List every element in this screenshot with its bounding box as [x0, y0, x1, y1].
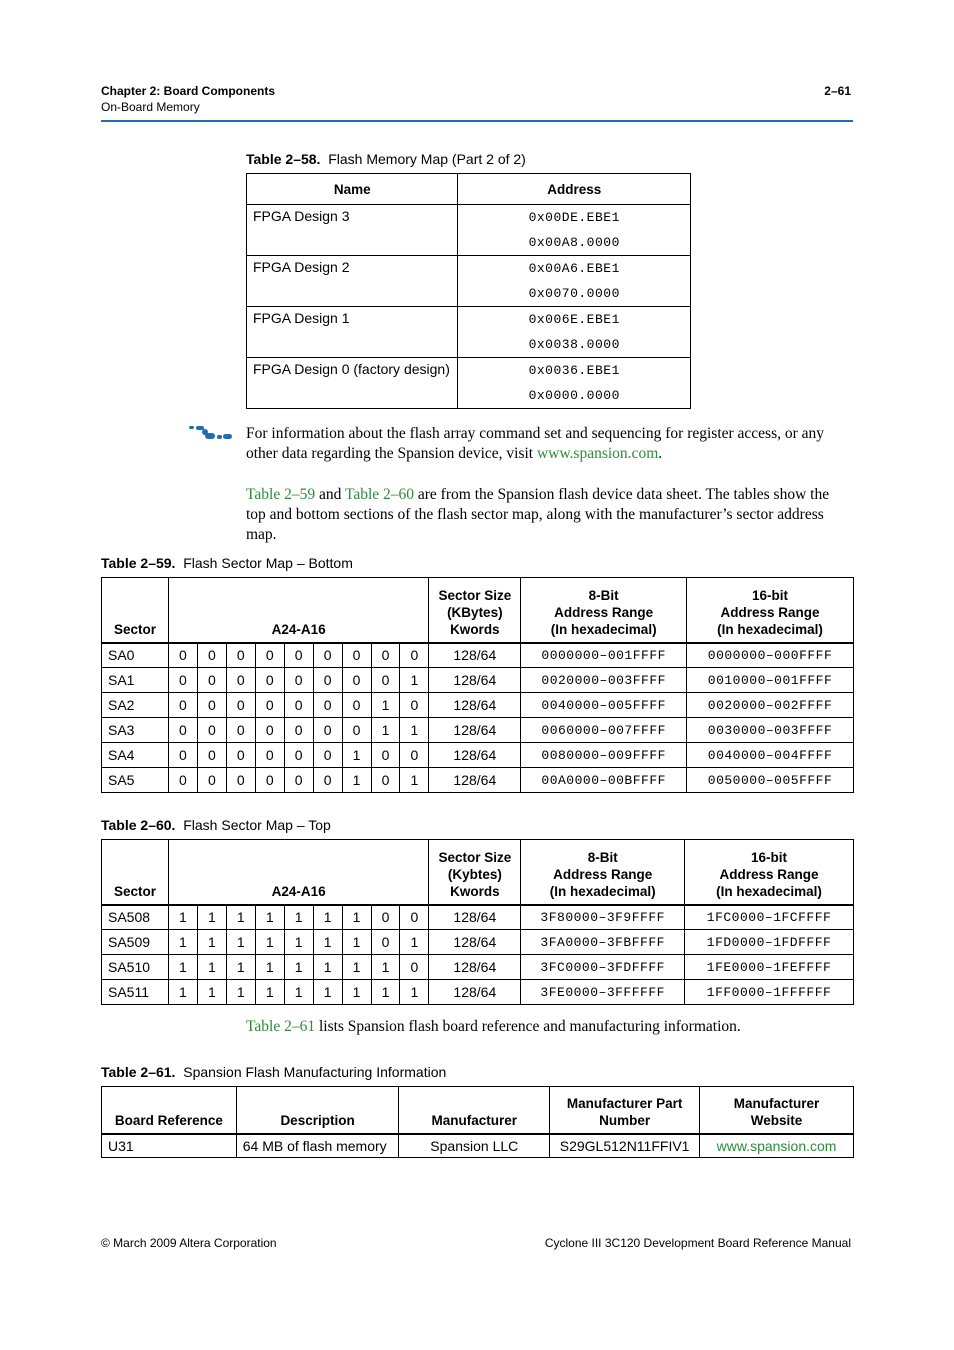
sector-size: 128/64 — [429, 668, 521, 693]
table-row — [247, 307, 691, 358]
address-bit: 0 — [371, 668, 400, 693]
table58-label: Table 2–58. — [246, 151, 321, 167]
address-range-16bit: 0040000–004FFFF — [687, 743, 854, 768]
address-bit: 0 — [255, 693, 284, 718]
table58 — [246, 173, 691, 409]
address-bit: 0 — [226, 768, 255, 793]
table61-header-web: Manufacturer Website — [700, 1087, 854, 1134]
address-bit: 1 — [371, 955, 400, 980]
address-bit: 0 — [168, 718, 197, 743]
part-number: S29GL512N11FFIV1 — [550, 1134, 700, 1158]
table61-title: Spansion Flash Manufacturing Information — [183, 1064, 447, 1080]
address-bit: 1 — [400, 768, 429, 793]
address-bit: 0 — [226, 668, 255, 693]
address-bit: 0 — [371, 643, 400, 668]
table60-header-sector: Sector — [102, 840, 169, 905]
sector-size: 128/64 — [429, 905, 521, 930]
table61-intro: Table 2–61 lists Spansion flash board reference and manufacturing information. — [246, 1018, 741, 1035]
sector-size: 128/64 — [429, 743, 521, 768]
address-bit: 0 — [255, 643, 284, 668]
table61-label: Table 2–61. — [101, 1064, 176, 1080]
table58-header-address: Address — [458, 174, 691, 205]
address-bit: 0 — [313, 718, 342, 743]
address-bit: 1 — [342, 768, 371, 793]
table60-title: Flash Sector Map – Top — [183, 817, 331, 833]
address-bit: 0 — [400, 955, 429, 980]
address-bit: 1 — [255, 955, 284, 980]
table59-label: Table 2–59. — [101, 555, 176, 571]
table59 — [101, 577, 854, 793]
section-title: On-Board Memory — [101, 100, 200, 114]
address-bit: 0 — [284, 768, 313, 793]
address-bit: 1 — [226, 980, 255, 1005]
table-row — [102, 930, 854, 955]
table58-address: 0x0036.EBE1 0x0000.0000 — [458, 358, 691, 409]
table-row — [102, 718, 854, 743]
address-bit: 0 — [313, 743, 342, 768]
address-range-16bit: 1FF0000–1FFFFFF — [685, 980, 854, 1005]
address-bit: 0 — [313, 643, 342, 668]
sector-size: 128/64 — [429, 955, 521, 980]
table60-header-size: Sector Size (Kybtes) Kwords — [429, 840, 521, 905]
address-bit: 1 — [168, 905, 197, 930]
address-bit: 0 — [197, 768, 226, 793]
address-bit: 0 — [226, 743, 255, 768]
table58-name: FPGA Design 3 — [247, 205, 458, 256]
table58-address: 0x00DE.EBE1 0x00A8.0000 — [458, 205, 691, 256]
table60-caption — [101, 817, 331, 833]
address-bit: 1 — [255, 980, 284, 1005]
address-bit: 1 — [342, 743, 371, 768]
manufacturer: Spansion LLC — [399, 1134, 550, 1158]
chapter-title: Chapter 2: Board Components — [101, 84, 276, 98]
footer-copyright: © March 2009 Altera Corporation — [101, 1236, 277, 1250]
address-bit: 0 — [313, 693, 342, 718]
address-bit: 0 — [371, 743, 400, 768]
table59-header-size: Sector Size (KBytes) Kwords — [429, 578, 521, 643]
address-range-8bit: 3F80000–3F9FFFF — [521, 905, 685, 930]
note-text: For information about the flash array command set and sequencing for register access, or any other data regarding the Spansion device, visit www.spansion.com. — [246, 425, 825, 462]
address-range-16bit: 0000000–000FFFF — [687, 643, 854, 668]
address-range-16bit: 0020000–002FFFF — [687, 693, 854, 718]
address-range-16bit: 1FD0000–1FDFFFF — [685, 930, 854, 955]
footer-manual-title: Cyclone III 3C120 Development Board Reference Manual — [544, 1236, 851, 1250]
address-range-16bit: 0010000–001FFFF — [687, 668, 854, 693]
address-bit: 0 — [255, 743, 284, 768]
address-bit: 1 — [371, 980, 400, 1005]
address-bit: 0 — [342, 718, 371, 743]
address-bit: 0 — [255, 718, 284, 743]
address-bit: 0 — [284, 743, 313, 768]
address-bit: 1 — [197, 980, 226, 1005]
address-range-8bit: 3FC0000–3FDFFFF — [521, 955, 685, 980]
table-row — [247, 205, 691, 256]
sector-name: SA3 — [102, 718, 169, 743]
table60-label: Table 2–60. — [101, 817, 176, 833]
table59-header-address: A24-A16 — [168, 578, 428, 643]
address-bit: 1 — [284, 930, 313, 955]
address-bit: 1 — [226, 955, 255, 980]
table-row — [102, 980, 854, 1005]
address-bit: 1 — [313, 930, 342, 955]
table-row — [102, 668, 854, 693]
table60-link[interactable]: Table 2–60 — [344, 486, 415, 503]
address-bit: 0 — [255, 668, 284, 693]
address-bit: 0 — [342, 668, 371, 693]
manufacturer-website-link[interactable]: www.spansion.com — [700, 1134, 854, 1158]
table60-header-address: A24-A16 — [168, 840, 428, 905]
address-bit: 0 — [371, 768, 400, 793]
address-bit: 1 — [168, 930, 197, 955]
address-bit: 1 — [342, 980, 371, 1005]
address-bit: 1 — [255, 905, 284, 930]
sector-name: SA5 — [102, 768, 169, 793]
address-bit: 1 — [313, 980, 342, 1005]
sector-size: 128/64 — [429, 693, 521, 718]
table-row — [102, 768, 854, 793]
address-bit: 0 — [400, 905, 429, 930]
address-range-8bit: 0000000–001FFFF — [521, 643, 687, 668]
address-bit: 0 — [226, 718, 255, 743]
address-bit: 1 — [313, 955, 342, 980]
table-row — [247, 358, 691, 409]
address-bit: 1 — [400, 930, 429, 955]
address-bit: 0 — [197, 693, 226, 718]
table61-header-desc: Description — [236, 1087, 399, 1134]
address-bit: 1 — [342, 955, 371, 980]
table-row — [102, 643, 854, 668]
address-bit: 1 — [284, 980, 313, 1005]
table59-title: Flash Sector Map – Bottom — [183, 555, 353, 571]
table61-link[interactable]: Table 2–61 — [246, 1018, 316, 1035]
address-bit: 1 — [197, 955, 226, 980]
table-row — [102, 905, 854, 930]
table60 — [101, 839, 854, 1005]
sector-name: SA510 — [102, 955, 169, 980]
address-bit: 0 — [342, 693, 371, 718]
address-bit: 0 — [313, 768, 342, 793]
address-bit: 0 — [197, 743, 226, 768]
page-number: 2–61 — [824, 84, 851, 98]
table58-address: 0x00A6.EBE1 0x0070.0000 — [458, 256, 691, 307]
address-bit: 1 — [168, 955, 197, 980]
table59-caption — [101, 555, 353, 571]
table59-link[interactable]: Table 2–59 — [246, 486, 316, 503]
address-bit: 0 — [168, 668, 197, 693]
table59-header-8bit: 8-Bit Address Range (In hexadecimal) — [521, 578, 687, 643]
sector-name: SA1 — [102, 668, 169, 693]
table61-header-ref: Board Reference — [102, 1087, 237, 1134]
address-range-8bit: 3FA0000–3FBFFFF — [521, 930, 685, 955]
address-bit: 0 — [400, 643, 429, 668]
address-bit: 0 — [226, 693, 255, 718]
table-row — [102, 1134, 854, 1158]
table60-header-8bit: 8-Bit Address Range (In hexadecimal) — [521, 840, 685, 905]
address-bit: 1 — [197, 930, 226, 955]
address-bit: 1 — [400, 980, 429, 1005]
address-bit: 1 — [284, 955, 313, 980]
address-bit: 0 — [284, 718, 313, 743]
address-bit: 0 — [168, 643, 197, 668]
address-bit: 1 — [371, 718, 400, 743]
table61-caption — [101, 1064, 446, 1080]
address-range-16bit: 0050000–005FFFF — [687, 768, 854, 793]
address-range-16bit: 1FE0000–1FEFFFF — [685, 955, 854, 980]
table58-address: 0x006E.EBE1 0x0038.0000 — [458, 307, 691, 358]
sector-name: SA0 — [102, 643, 169, 668]
address-range-8bit: 00A0000–00BFFFF — [521, 768, 687, 793]
note-footprint-icon — [189, 425, 233, 441]
board-reference: U31 — [102, 1134, 237, 1158]
sector-size: 128/64 — [429, 980, 521, 1005]
sector-size: 128/64 — [429, 643, 521, 668]
table61-header-mfr: Manufacturer — [399, 1087, 550, 1134]
address-bit: 1 — [313, 905, 342, 930]
table58-name: FPGA Design 1 — [247, 307, 458, 358]
address-bit: 0 — [342, 643, 371, 668]
table58-name: FPGA Design 0 (factory design) — [247, 358, 458, 409]
address-range-16bit: 1FC0000–1FCFFFF — [685, 905, 854, 930]
address-bit: 0 — [400, 693, 429, 718]
table59-header-16bit: 16-bit Address Range (In hexadecimal) — [687, 578, 854, 643]
address-bit: 1 — [284, 905, 313, 930]
sector-name: SA4 — [102, 743, 169, 768]
table59-header-sector: Sector — [102, 578, 169, 643]
address-bit: 0 — [197, 718, 226, 743]
address-bit: 1 — [255, 930, 284, 955]
address-bit: 0 — [313, 668, 342, 693]
table58-title: Flash Memory Map (Part 2 of 2) — [328, 151, 526, 167]
address-bit: 0 — [168, 768, 197, 793]
table-row — [102, 743, 854, 768]
sector-size: 128/64 — [429, 718, 521, 743]
address-bit: 1 — [371, 693, 400, 718]
intro-paragraph: Table 2–59 and Table 2–60 are from the Spansion flash device data sheet. The tables show the top and bottom sections of the flash sector map, along with the manufacturer’s sector address map. — [246, 486, 830, 543]
address-bit: 0 — [371, 930, 400, 955]
address-bit: 0 — [197, 643, 226, 668]
address-bit: 1 — [226, 930, 255, 955]
address-range-8bit: 0020000–003FFFF — [521, 668, 687, 693]
address-bit: 0 — [255, 768, 284, 793]
address-bit: 0 — [168, 743, 197, 768]
address-bit: 1 — [197, 905, 226, 930]
sector-name: SA2 — [102, 693, 169, 718]
address-bit: 0 — [284, 668, 313, 693]
sector-name: SA508 — [102, 905, 169, 930]
table58-name: FPGA Design 2 — [247, 256, 458, 307]
sector-name: SA511 — [102, 980, 169, 1005]
address-bit: 0 — [284, 643, 313, 668]
address-bit: 0 — [168, 693, 197, 718]
address-range-8bit: 0060000–007FFFF — [521, 718, 687, 743]
sector-size: 128/64 — [429, 768, 521, 793]
sector-size: 128/64 — [429, 930, 521, 955]
address-bit: 0 — [371, 905, 400, 930]
address-bit: 0 — [226, 643, 255, 668]
spansion-link[interactable]: www.spansion.com — [536, 445, 659, 462]
address-bit: 0 — [284, 693, 313, 718]
description: 64 MB of flash memory — [236, 1134, 399, 1158]
address-bit: 1 — [226, 905, 255, 930]
table-row — [247, 256, 691, 307]
address-range-8bit: 0080000–009FFFF — [521, 743, 687, 768]
table58-header-name: Name — [247, 174, 458, 205]
table60-header-16bit: 16-bit Address Range (In hexadecimal) — [685, 840, 854, 905]
address-range-8bit: 3FE0000–3FFFFFF — [521, 980, 685, 1005]
address-bit: 1 — [342, 905, 371, 930]
address-bit: 1 — [400, 718, 429, 743]
address-bit: 0 — [400, 743, 429, 768]
address-range-16bit: 0030000–003FFFF — [687, 718, 854, 743]
table-row — [102, 955, 854, 980]
address-bit: 1 — [168, 980, 197, 1005]
sector-name: SA509 — [102, 930, 169, 955]
address-bit: 1 — [400, 668, 429, 693]
table58-caption — [246, 151, 526, 167]
address-bit: 1 — [342, 930, 371, 955]
header-rule — [101, 120, 853, 122]
table-row — [102, 693, 854, 718]
table61 — [101, 1086, 854, 1158]
address-range-8bit: 0040000–005FFFF — [521, 693, 687, 718]
address-bit: 0 — [197, 668, 226, 693]
table61-header-part: Manufacturer Part Number — [550, 1087, 700, 1134]
